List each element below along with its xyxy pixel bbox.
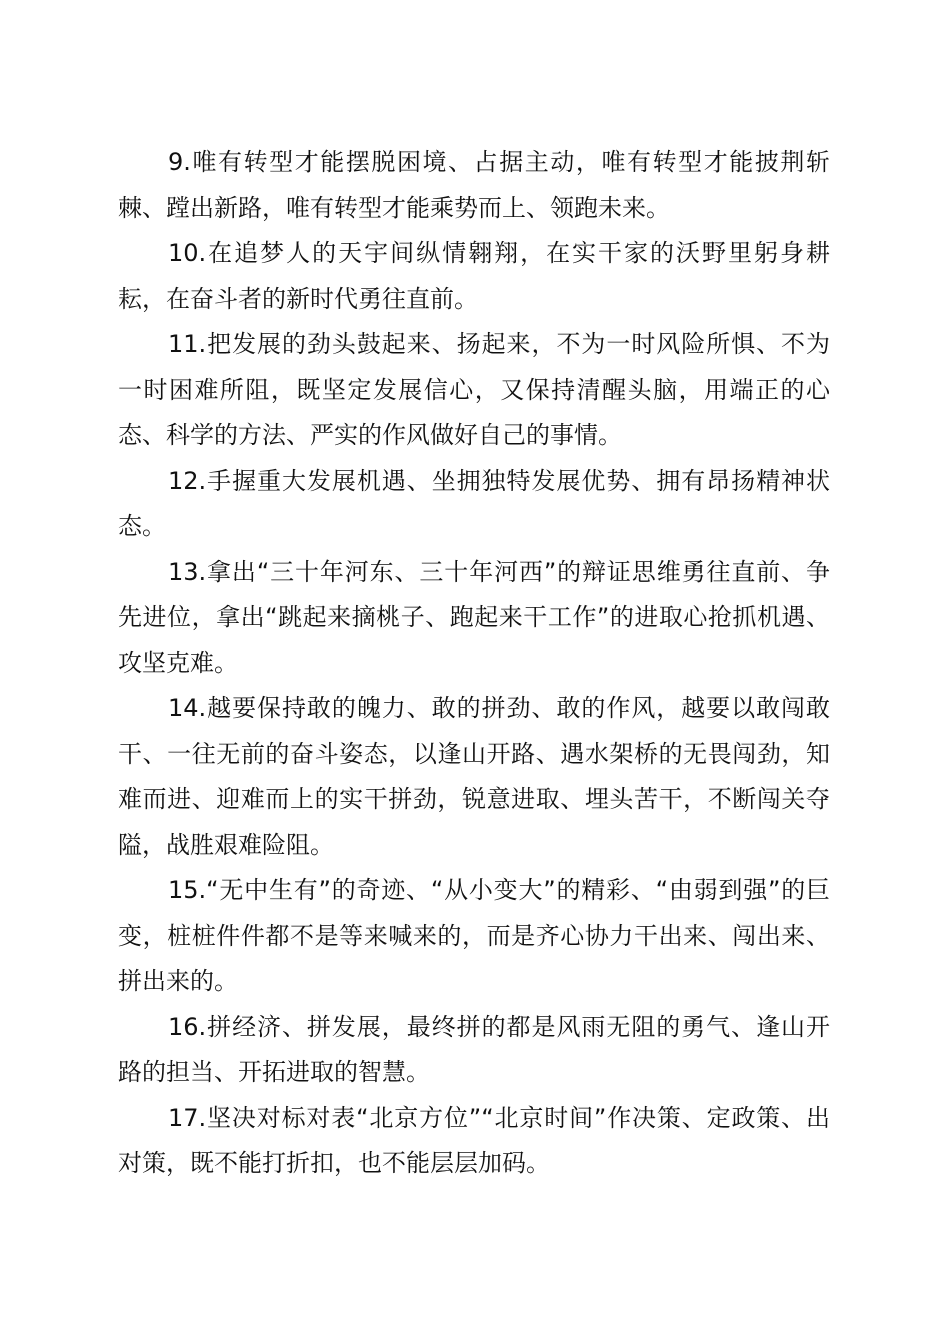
paragraph-11: 11.把发展的劲头鼓起来、扬起来，不为一时风险所惧、不为一时困难所阻，既坚定发展信心，又保持清醒头脑，用端正的心态、科学的方法、严实的作风做好自己的事情。 xyxy=(118,330,830,449)
paragraph-16: 16.拼经济、拼发展，最终拼的都是风雨无阻的勇气、逢山开路的担当、开拓进取的智慧。 xyxy=(118,1012,830,1086)
paragraph-13: 13.拿出“三十年河东、三十年河西”的辩证思维勇往直前、争先进位，拿出“跳起来摘桃子、跑起来干工作”的进取心抢抓机遇、攻坚克难。 xyxy=(118,557,830,677)
paragraph-17: 17.坚决对标对表“北京方位”“北京时间”作决策、定政策、出对策，既不能打折扣，也不能层层加码。 xyxy=(118,1103,830,1177)
document-body xyxy=(118,140,830,1187)
paragraph-10: 10.在追梦人的天宇间纵情翱翔，在实干家的沃野里躬身耕耘，在奋斗者的新时代勇往直前。 xyxy=(118,239,830,313)
paragraph-15: 15.“无中生有”的奇迹、“从小变大”的精彩、“由弱到强”的巨变，桩桩件件都不是等来喊来的，而是齐心协力干出来、闯出来、拼出来的。 xyxy=(118,876,830,995)
paragraph-12: 12.手握重大发展机遇、坐拥独特发展优势、拥有昂扬精神状态。 xyxy=(118,466,830,540)
paragraph-14: 14.越要保持敢的魄力、敢的拼劲、敢的作风，越要以敢闯敢干、一往无前的奋斗姿态，以逢山开路、遇水架桥的无畏闯劲，知难而进、迎难而上的实干拼劲，锐意进取、埋头苦干，不断闯关夺隘，战胜艰难险阻。 xyxy=(118,694,830,859)
paragraph-9: 9.唯有转型才能摆脱困境、占据主动，唯有转型才能披荆斩棘、蹚出新路，唯有转型才能乘势而上、领跑未来。 xyxy=(118,148,830,222)
